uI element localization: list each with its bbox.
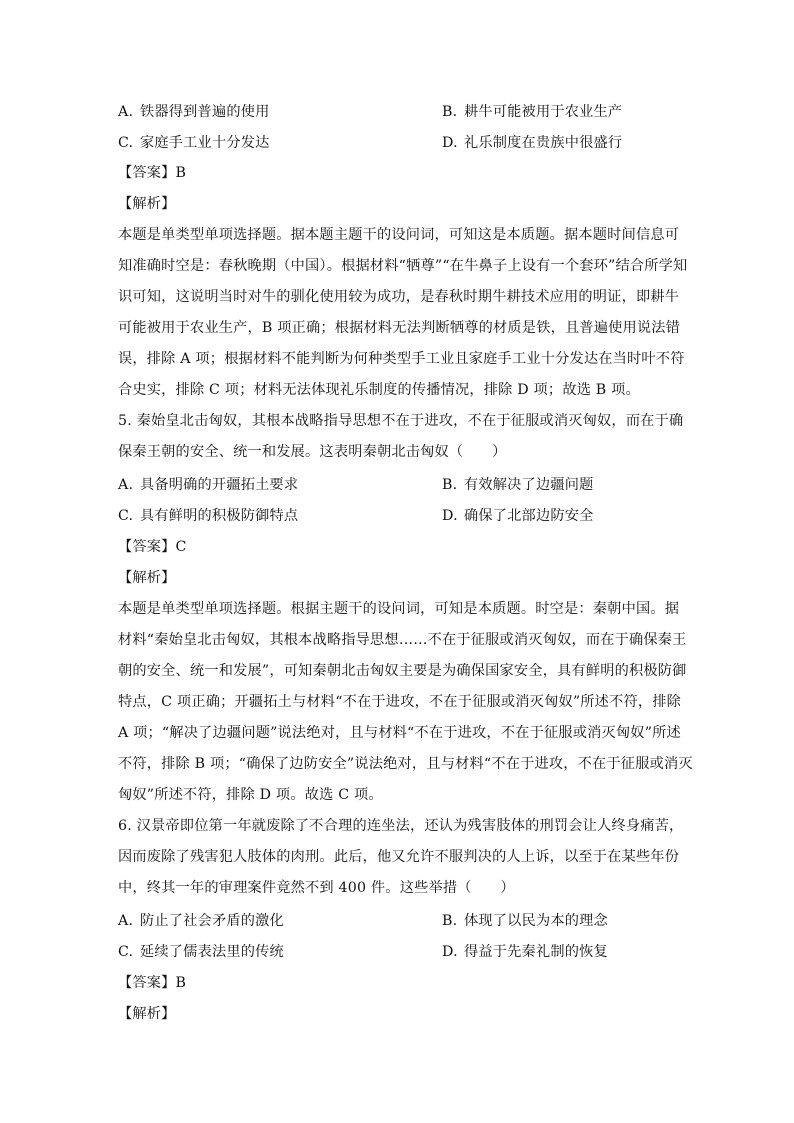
q5-option-d[interactable] — [442, 506, 594, 526]
q6-stem-line: 6. 汉景帝即位第一年就废除了不合理的连坐法，还认为残害肢体的刑罚会让人终身痛苦， — [118, 818, 684, 834]
option-letter: A. — [118, 104, 134, 120]
q5-stem-line: 5. 秦始皇北击匈奴，其根本战略指导思想不在于进攻，不在于征服或消灭匈奴，而在于确 — [118, 413, 684, 429]
q6-option-d[interactable] — [442, 942, 608, 962]
option-text: 铁器得到普遍的使用 — [140, 104, 270, 120]
q5-analysis-line: A 项；“解决了边疆问题”说法绝对，且与材料“不在于进攻，不在于征服或消灭匈奴”所述 — [118, 725, 681, 741]
q4-analysis-line: 误，排除 A 项；根据材料不能判断为何种类型手工业且家庭手工业十分发达在当时叶不符 — [118, 351, 685, 367]
q4-option-c[interactable] — [118, 133, 270, 153]
option-text: 防止了社会矛盾的激化 — [140, 913, 284, 929]
option-letter: C. — [118, 135, 134, 151]
option-text: 有效解决了边疆问题 — [464, 477, 594, 493]
option-text: 家庭手工业十分发达 — [140, 135, 270, 151]
option-text: 得益于先秦礼制的恢复 — [464, 944, 608, 960]
q6-analysis-label: 【解析】 — [118, 1006, 176, 1022]
option-letter: D. — [442, 944, 458, 960]
q5-analysis-line: 本题是单类型单项选择题。根据主题干的设问词，可知是本质题。时空是：秦朝中国。据 — [118, 601, 680, 617]
option-letter: D. — [442, 135, 458, 151]
option-letter: A. — [118, 477, 134, 493]
option-letter: D. — [442, 508, 458, 524]
q6-option-b[interactable] — [442, 911, 608, 931]
q5-option-a[interactable] — [118, 475, 298, 495]
q4-analysis-line: 本题是单类型单项选择题。据本题主题干的设问词，可知这是本质题。据本题时间信息可 — [118, 227, 680, 243]
option-text: 耕牛可能被用于农业生产 — [464, 104, 623, 120]
option-letter: C. — [118, 944, 134, 960]
q4-analysis-line: 可能被用于农业生产，B 项正确；根据材料无法判断牺尊的材质是铁，且普遍使用说法错 — [118, 320, 681, 336]
q6-stem-line: 因而废除了残害犯人肢体的肉刑。此后，他又允许不服判决的人上诉，以至于在某些年份 — [118, 849, 680, 865]
q5-stem-line: 保秦王朝的安全、统一和发展。这表明秦朝北击匈奴（ ） — [118, 444, 507, 460]
q5-option-b[interactable] — [442, 475, 594, 495]
q4-option-b[interactable] — [442, 102, 622, 122]
option-text: 体现了以民为本的理念 — [464, 913, 608, 929]
q4-analysis-line: 知准确时空是：春秋晚期（中国）。根据材料“牺尊”“在牛鼻子上设有一个套环”结合所学知 — [118, 258, 688, 274]
option-letter: B. — [442, 104, 458, 120]
q5-analysis-line: 不符，排除 B 项；“确保了边防安全”说法绝对，且与材料“不在于进攻，不在于征服或消灭 — [118, 756, 693, 772]
q4-option-a[interactable] — [118, 102, 270, 122]
option-text: 礼乐制度在贵族中很盛行 — [464, 135, 623, 151]
q5-analysis-line: 朝的安全、统一和发展”，可知秦朝北击匈奴主要是为确保国家安全，具有鲜明的积极防御 — [118, 663, 687, 679]
q4-analysis-line: 合史实，排除 C 项；材料无法体现礼乐制度的传播情况，排除 D 项；故选 B 项。 — [118, 382, 640, 398]
option-letter: B. — [442, 913, 458, 929]
q4-option-d[interactable] — [442, 133, 622, 153]
option-letter: C. — [118, 508, 134, 524]
q6-option-a[interactable] — [118, 911, 284, 931]
q5-analysis-line: 特点，C 项正确；开疆拓土与材料“不在于进攻，不在于征服或消灭匈奴”所述不符，排除 — [118, 694, 682, 710]
q5-analysis-label: 【解析】 — [118, 570, 176, 586]
option-letter: A. — [118, 913, 134, 929]
q6-stem-line: 中，终其一年的审理案件竟然不到 400 件。这些举措（ ） — [118, 880, 515, 896]
q6-option-c[interactable] — [118, 942, 284, 962]
option-text: 确保了北部边防安全 — [464, 508, 594, 524]
q5-analysis-line: 匈奴”所述不符，排除 D 项。故选 C 项。 — [118, 787, 383, 803]
option-text: 具备明确的开疆拓土要求 — [140, 477, 299, 493]
option-text: 具有鲜明的积极防御特点 — [140, 508, 299, 524]
q6-answer: 【答案】B — [118, 975, 187, 991]
option-letter: B. — [442, 477, 458, 493]
q4-analysis-label: 【解析】 — [118, 196, 176, 212]
q4-analysis-line: 识可知，这说明当时对牛的驯化使用较为成功，是春秋时期牛耕技术应用的明证，即耕牛 — [118, 289, 680, 305]
q5-option-c[interactable] — [118, 506, 298, 526]
q4-answer: 【答案】B — [118, 165, 187, 181]
q5-analysis-line: 材料“秦始皇北击匈奴，其根本战略指导思想……不在于征服或消灭匈奴，而在于确保秦王 — [118, 632, 687, 648]
option-text: 延续了儒表法里的传统 — [140, 944, 284, 960]
q5-answer: 【答案】C — [118, 539, 187, 555]
